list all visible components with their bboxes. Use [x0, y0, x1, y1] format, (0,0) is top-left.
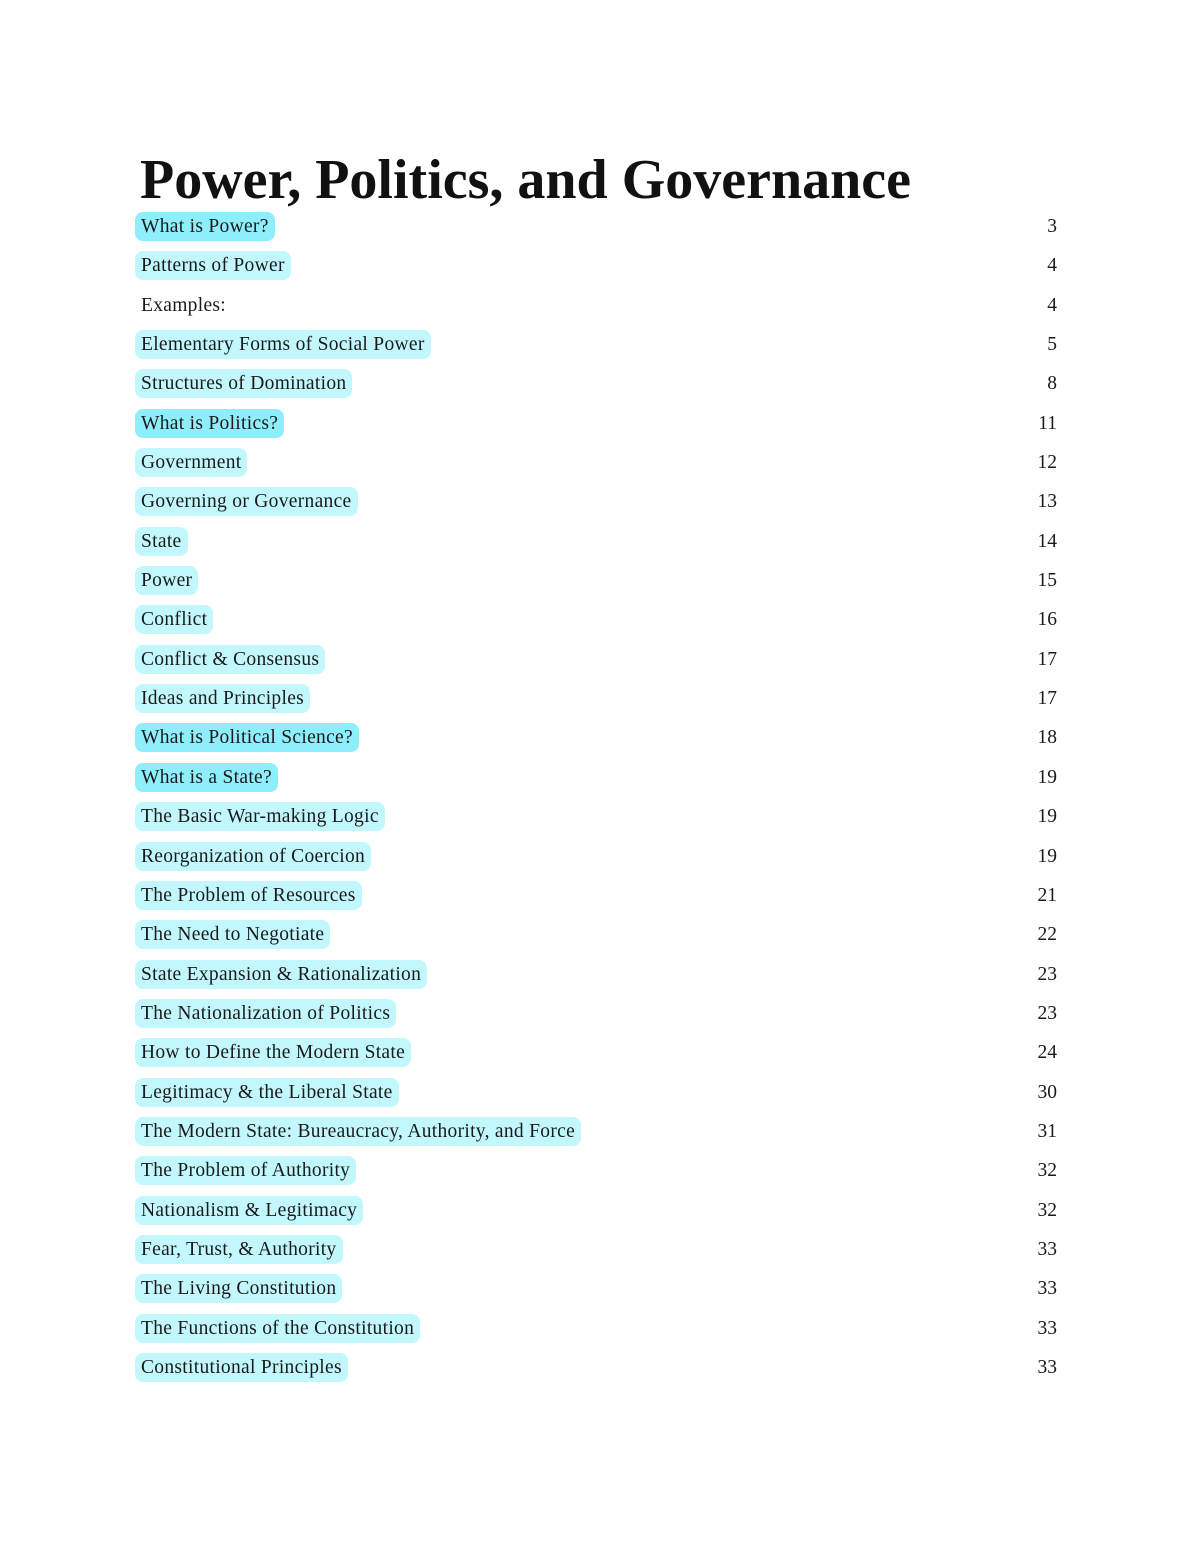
toc-page-number: 4 — [1047, 294, 1057, 316]
toc-entry-link[interactable]: Governing or Governance — [135, 487, 358, 516]
toc-entry — [135, 876, 1065, 915]
toc-entry — [135, 600, 1065, 639]
toc-entry-link[interactable]: What is Politics? — [135, 409, 284, 438]
table-of-contents — [135, 207, 1065, 1387]
toc-page-number: 23 — [1037, 1002, 1057, 1024]
toc-entry-link[interactable]: Structures of Domination — [135, 369, 352, 398]
toc-page-number: 24 — [1037, 1042, 1057, 1064]
toc-entry — [135, 994, 1065, 1033]
toc-entry-link[interactable]: What is Power? — [135, 212, 275, 241]
toc-entry — [135, 718, 1065, 757]
toc-entry — [135, 207, 1065, 246]
toc-page-number: 19 — [1037, 806, 1057, 828]
toc-entry — [135, 1191, 1065, 1230]
toc-entry — [135, 758, 1065, 797]
toc-entry — [135, 1309, 1065, 1348]
toc-entry-link[interactable]: Ideas and Principles — [135, 684, 310, 713]
toc-page-number: 19 — [1037, 766, 1057, 788]
toc-entry-link[interactable]: Conflict — [135, 605, 213, 634]
toc-page-number: 22 — [1037, 924, 1057, 946]
toc-page-number: 33 — [1037, 1356, 1057, 1378]
toc-page-number: 33 — [1037, 1278, 1057, 1300]
toc-entry — [135, 1033, 1065, 1072]
toc-page-number: 33 — [1037, 1317, 1057, 1339]
toc-entry — [135, 325, 1065, 364]
toc-entry-link[interactable]: Constitutional Principles — [135, 1353, 348, 1382]
toc-entry-link[interactable]: Conflict & Consensus — [135, 645, 325, 674]
toc-page-number: 16 — [1037, 609, 1057, 631]
toc-entry — [135, 955, 1065, 994]
toc-entry-link[interactable]: Fear, Trust, & Authority — [135, 1235, 343, 1264]
toc-page-number: 8 — [1047, 373, 1057, 395]
toc-entry-link[interactable]: The Problem of Resources — [135, 881, 362, 910]
toc-entry — [135, 286, 1065, 325]
toc-entry-link[interactable]: The Functions of the Constitution — [135, 1314, 420, 1343]
toc-entry — [135, 246, 1065, 285]
toc-entry — [135, 1151, 1065, 1190]
toc-entry-link[interactable]: The Modern State: Bureaucracy, Authority, and Force — [135, 1117, 581, 1146]
toc-entry — [135, 1112, 1065, 1151]
toc-entry-text: Examples: — [141, 294, 227, 316]
toc-page-number: 32 — [1037, 1199, 1057, 1221]
toc-entry — [135, 679, 1065, 718]
toc-entry — [135, 561, 1065, 600]
toc-page-number: 5 — [1047, 334, 1057, 356]
toc-entry-link[interactable]: Power — [135, 566, 198, 595]
toc-entry — [135, 364, 1065, 403]
toc-page-number: 11 — [1038, 412, 1057, 434]
toc-entry — [135, 404, 1065, 443]
toc-entry-link[interactable]: The Living Constitution — [135, 1274, 342, 1303]
toc-page-number: 17 — [1037, 648, 1057, 670]
toc-page-number: 31 — [1037, 1120, 1057, 1142]
toc-entry-link[interactable]: The Problem of Authority — [135, 1156, 356, 1185]
toc-entry — [135, 1348, 1065, 1387]
toc-entry — [135, 1269, 1065, 1308]
toc-entry-link[interactable]: Legitimacy & the Liberal State — [135, 1078, 399, 1107]
document-title: Power, Politics, and Governance — [140, 149, 911, 211]
toc-entry-link[interactable]: State Expansion & Rationalization — [135, 960, 427, 989]
toc-entry — [135, 1230, 1065, 1269]
toc-entry-link[interactable]: The Basic War-making Logic — [135, 802, 385, 831]
toc-page-number: 3 — [1047, 216, 1057, 237]
toc-page-number: 12 — [1037, 452, 1057, 474]
toc-page-number: 19 — [1037, 845, 1057, 867]
toc-entry-link[interactable]: State — [135, 527, 188, 556]
toc-entry — [135, 1073, 1065, 1112]
toc-entry-link[interactable]: The Need to Negotiate — [135, 920, 330, 949]
toc-entry-link[interactable]: What is Political Science? — [135, 723, 359, 752]
toc-page-number: 13 — [1037, 491, 1057, 513]
toc-entry-link[interactable]: Nationalism & Legitimacy — [135, 1196, 363, 1225]
toc-entry — [135, 837, 1065, 876]
toc-entry — [135, 482, 1065, 521]
toc-entry-link[interactable]: The Nationalization of Politics — [135, 999, 396, 1028]
toc-entry-link[interactable]: How to Define the Modern State — [135, 1038, 411, 1067]
toc-entry-link[interactable]: What is a State? — [135, 763, 278, 792]
toc-page-number: 30 — [1037, 1081, 1057, 1103]
toc-page-number: 21 — [1037, 884, 1057, 906]
toc-entry — [135, 640, 1065, 679]
toc-page-number: 15 — [1037, 570, 1057, 592]
toc-entry — [135, 915, 1065, 954]
toc-entry-link[interactable]: Government — [135, 448, 247, 477]
toc-entry — [135, 797, 1065, 836]
toc-page-number: 23 — [1037, 963, 1057, 985]
toc-entry-link[interactable]: Elementary Forms of Social Power — [135, 330, 431, 359]
toc-page-number: 18 — [1037, 727, 1057, 749]
toc-page-number: 33 — [1037, 1238, 1057, 1260]
toc-entry — [135, 443, 1065, 482]
toc-page-number: 32 — [1037, 1160, 1057, 1182]
toc-page-number: 4 — [1047, 255, 1057, 277]
toc-entry-link[interactable]: Patterns of Power — [135, 251, 291, 280]
toc-page-number: 17 — [1037, 688, 1057, 710]
toc-entry — [135, 522, 1065, 561]
toc-entry-link[interactable]: Reorganization of Coercion — [135, 842, 371, 871]
toc-page-number: 14 — [1037, 530, 1057, 552]
